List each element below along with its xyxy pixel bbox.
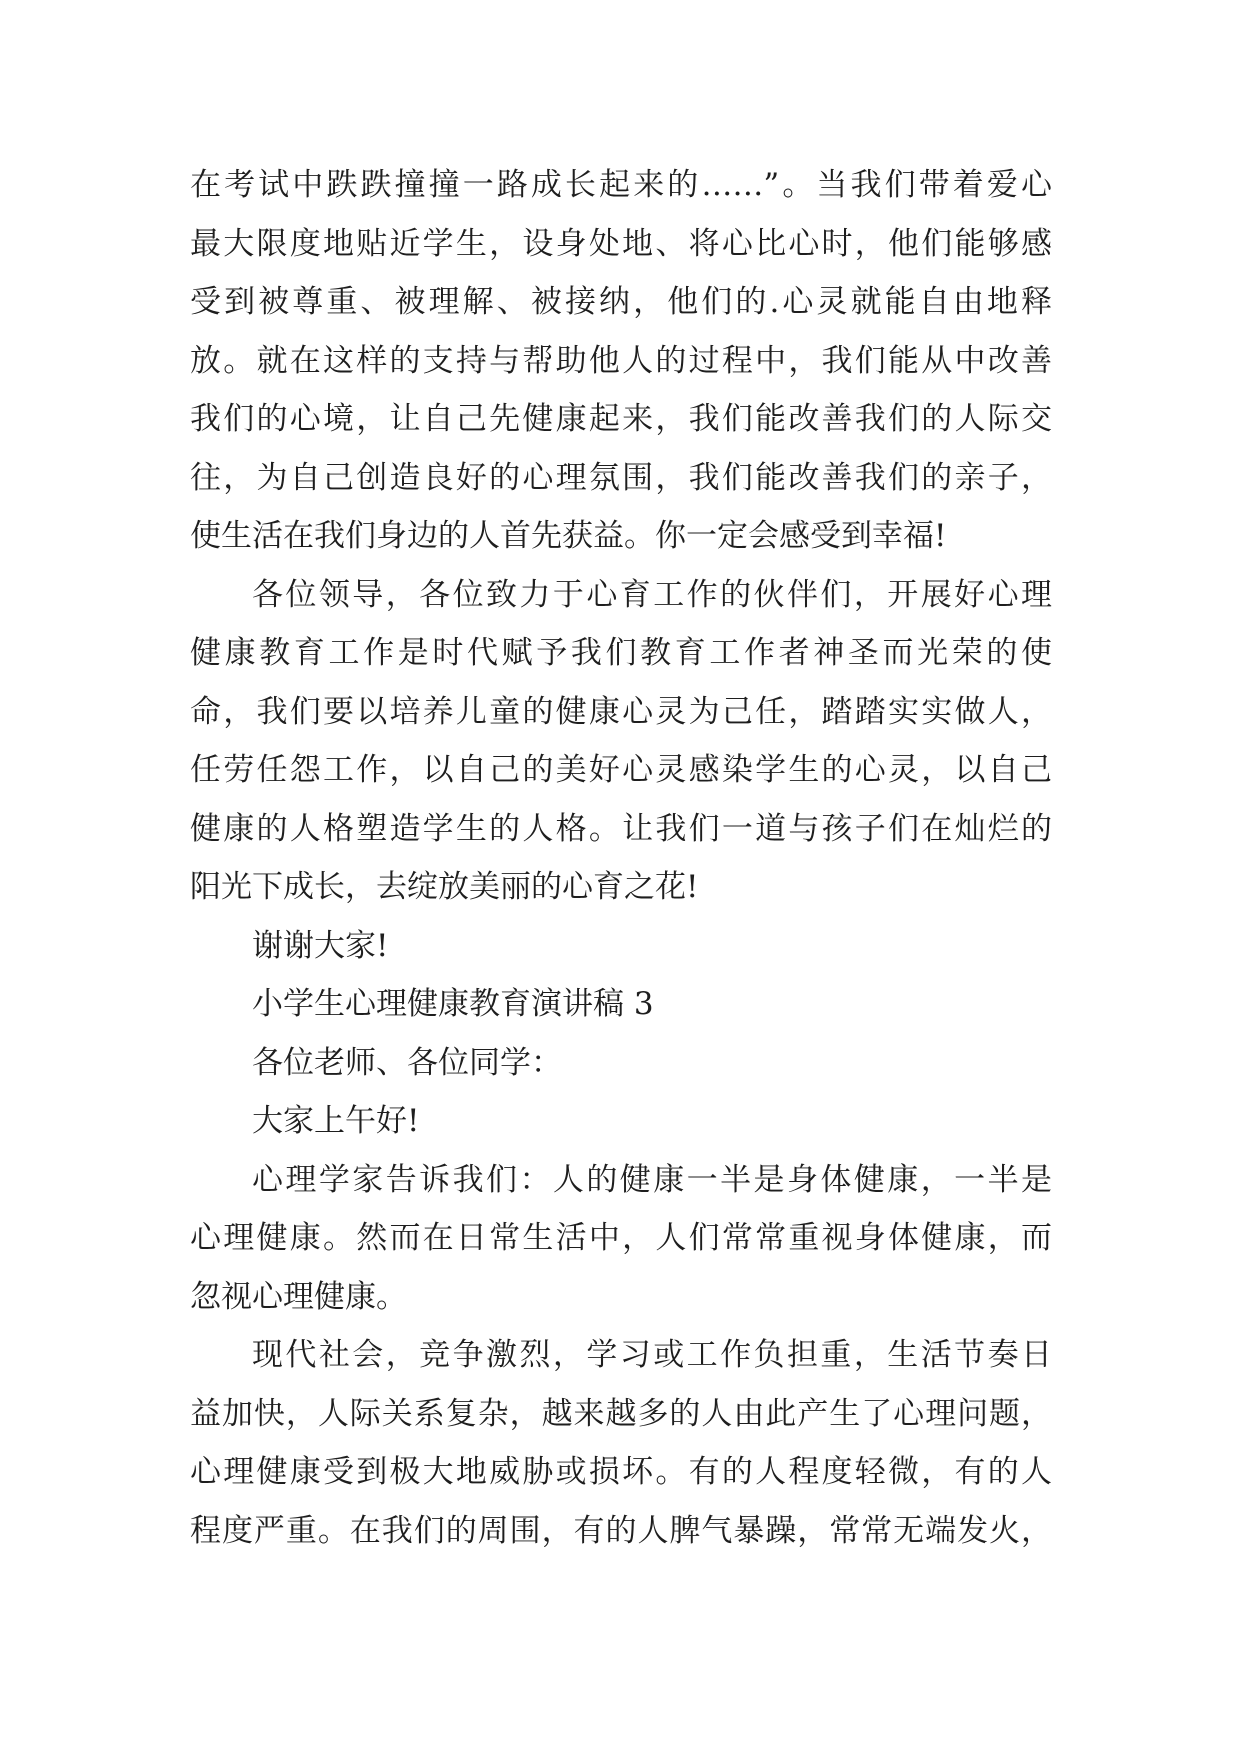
text-line: 往，为自己创造良好的心理氛围，我们能改善我们的亲子， bbox=[190, 459, 1052, 496]
text-line: 命，我们要以培养儿童的健康心灵为己任，踏踏实实做人， bbox=[190, 693, 1052, 730]
text-line: 最大限度地贴近学生，设身处地、将心比心时，他们能够感 bbox=[190, 225, 1052, 262]
text-line: 受到被尊重、被理解、被接纳，他们的.心灵就能自由地释 bbox=[190, 284, 1052, 320]
text-line: 忽视心理健康。 bbox=[190, 1278, 407, 1315]
text-line: 使生活在我们身边的人首先获益。你一定会感受到幸福! bbox=[190, 518, 947, 554]
text-line: 心理学家告诉我们：人的健康一半是身体健康，一半是 bbox=[252, 1161, 1052, 1198]
text-line: 在考试中跌跌撞撞一路成长起来的……”。当我们带着爱心 bbox=[190, 167, 1052, 203]
text-line: 各位领导，各位致力于心育工作的伙伴们，开展好心理 bbox=[252, 576, 1052, 613]
text-line: 心理健康受到极大地威胁或损坏。有的人程度轻微，有的人 bbox=[190, 1454, 1052, 1490]
text-line: 现代社会，竞争激烈，学习或工作负担重，生活节奏日 bbox=[252, 1337, 1052, 1373]
text-line: 任劳任怨工作，以自己的美好心灵感染学生的心灵，以自己 bbox=[190, 752, 1052, 788]
text-line: 益加快，人际关系复杂，越来越多的人由此产生了心理问题， bbox=[190, 1395, 1052, 1432]
text-line: 程度严重。在我们的周围，有的人脾气暴躁，常常无端发火， bbox=[190, 1512, 1052, 1549]
document-body bbox=[190, 156, 1052, 1560]
text-line: 心理健康。然而在日常生活中，人们常常重视身体健康，而 bbox=[190, 1220, 1052, 1256]
text-line: 大家上午好! bbox=[252, 1103, 420, 1139]
text-line: 放。就在这样的支持与帮助他人的过程中，我们能从中改善 bbox=[190, 342, 1052, 379]
text-line: 谢谢大家! bbox=[252, 927, 389, 964]
text-line: 阳光下成长，去绽放美丽的心育之花! bbox=[190, 869, 699, 905]
text-line: 健康教育工作是时代赋予我们教育工作者神圣而光荣的使 bbox=[190, 635, 1052, 671]
text-line: 小学生心理健康教育演讲稿 3 bbox=[252, 986, 654, 1022]
text-line: 健康的人格塑造学生的人格。让我们一道与孩子们在灿烂的 bbox=[190, 810, 1052, 847]
text-line: 各位老师、各位同学： bbox=[252, 1044, 562, 1081]
text-line: 我们的心境，让自己先健康起来，我们能改善我们的人际交 bbox=[190, 401, 1052, 437]
